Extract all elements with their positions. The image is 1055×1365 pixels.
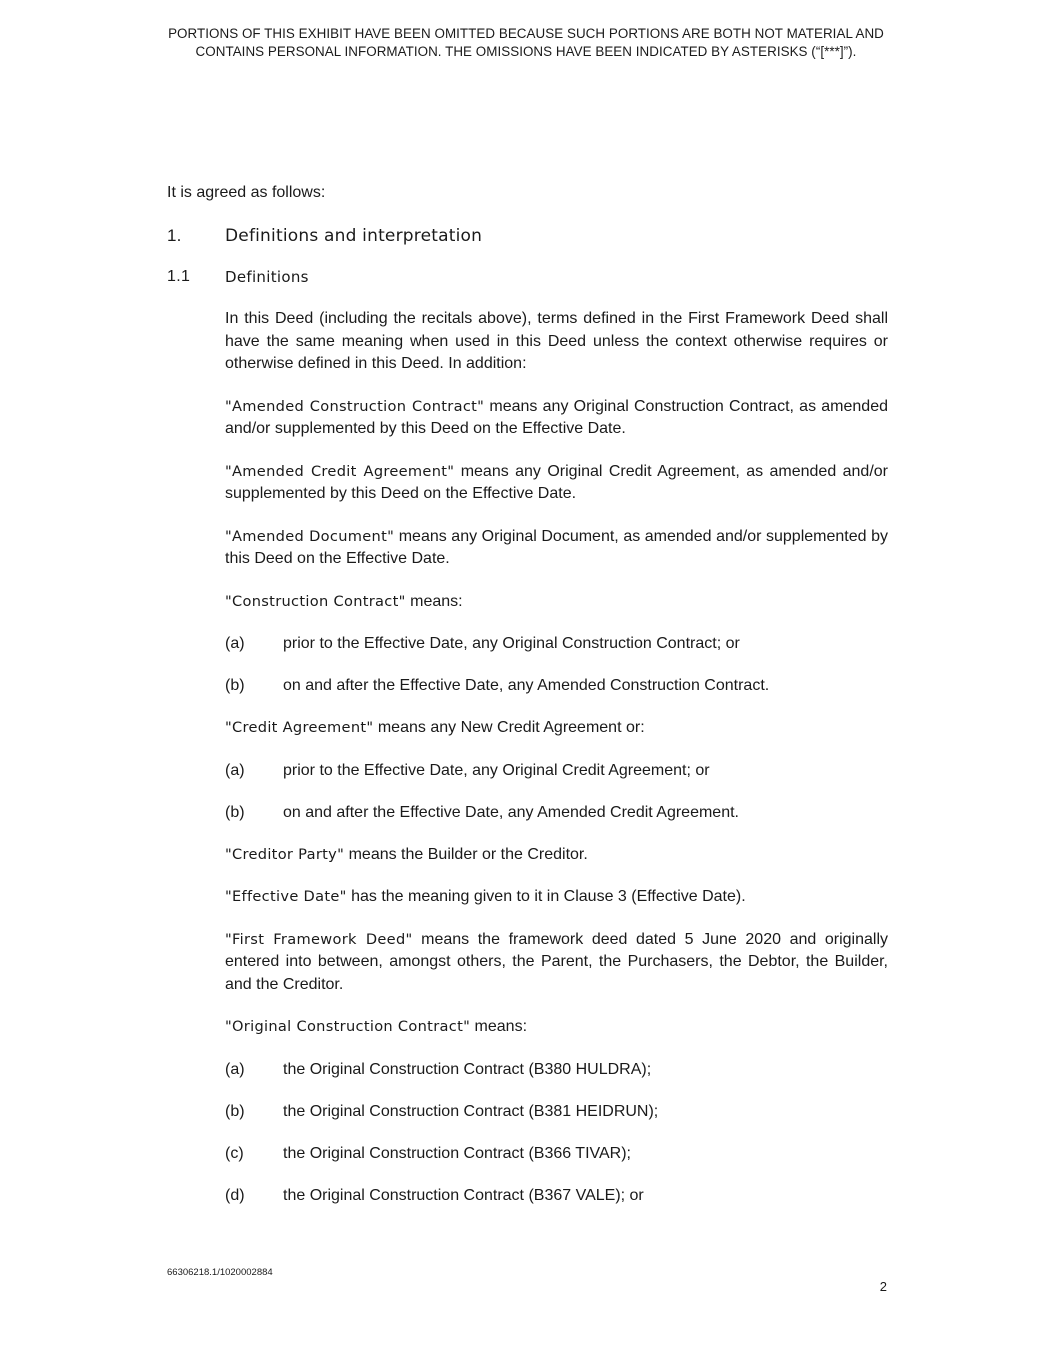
document-body xyxy=(167,182,888,1227)
list-marker: (d) xyxy=(225,1186,245,1204)
document-reference: 66306218.1/1020002884 xyxy=(167,1267,273,1278)
intro-text: It is agreed as follows: xyxy=(167,184,326,201)
list-item-text: on and after the Effective Date, any Amended Construction Contract. xyxy=(283,677,770,694)
list-item xyxy=(225,1185,888,1208)
list-item-text: on and after the Effective Date, any Amended Credit Agreement. xyxy=(283,803,739,821)
definition-text: means: xyxy=(470,1018,528,1035)
defined-term: "First Framework Deed" xyxy=(225,930,413,948)
definition-construction-contract xyxy=(225,591,888,614)
definition-text: means the framework deed dated 5 June 2020 and originally entered into between, amongst others, the Parent, the Purchasers, the Debtor, the Builder, and the Creditor. xyxy=(225,930,888,993)
list-item xyxy=(225,675,888,698)
definition-amended-document xyxy=(225,526,888,571)
definition-text: means any Original Credit Agreement, as amended and/or supplemented by this Deed on the Effective Date. xyxy=(225,462,888,502)
definition-text: means any Original Construction Contract, as amended and/or supplemented by this Deed on the Effective Date. xyxy=(225,397,889,437)
definition-text: means any Original Document, as amended and/or supplemented by this Deed on the Effective Date. xyxy=(225,527,888,567)
definitions-intro: In this Deed (including the recitals above), terms defined in the First Framework Deed shall have the same meaning when used in this Deed unless the context otherwise requires or otherwise defined in this Deed. In addition: xyxy=(225,310,888,372)
defined-term: "Construction Contract" xyxy=(225,592,406,610)
defined-term: "Credit Agreement" xyxy=(225,719,374,736)
definition-creditor-party xyxy=(225,844,888,867)
definition-first-framework-deed xyxy=(225,929,888,997)
list-marker: (b) xyxy=(225,677,245,694)
definition-original-construction-contract xyxy=(225,1016,888,1039)
page-number: 2 xyxy=(879,1279,887,1294)
list-item-text: the Original Construction Contract (B380 HULDRA); xyxy=(283,1060,652,1078)
defined-term: "Amended Credit Agreement" xyxy=(225,462,455,480)
list-item-text: the Original Construction Contract (B367 VALE); or xyxy=(283,1186,644,1204)
list-item xyxy=(225,760,888,783)
defined-term: "Original Construction Contract" xyxy=(225,1018,471,1035)
list-marker: (c) xyxy=(225,1144,244,1162)
defined-term: "Amended Document" xyxy=(225,527,395,545)
clause-1-1-title: Definitions xyxy=(225,268,309,286)
list-item-text: prior to the Effective Date, any Original Credit Agreement; or xyxy=(283,761,710,779)
list-item xyxy=(225,1143,888,1166)
definition-amended-credit-agreement xyxy=(225,461,888,506)
list-item-text: prior to the Effective Date, any Original Construction Contract; or xyxy=(283,635,740,652)
list-marker: (b) xyxy=(225,1102,245,1120)
list-item-text: the Original Construction Contract (B366 TIVAR); xyxy=(283,1144,631,1162)
clause-1-1-number: 1.1 xyxy=(167,268,191,285)
defined-term: "Creditor Party" xyxy=(225,845,345,863)
omission-notice-line-1: PORTIONS OF THIS EXHIBIT HAVE BEEN OMITTED BECAUSE SUCH PORTIONS ARE BOTH NOT MATERIAL AND xyxy=(168,26,884,41)
definition-text: has the meaning given to it in Clause 3 (Effective Date). xyxy=(346,888,746,905)
definitions-block xyxy=(225,308,888,1207)
list-item xyxy=(225,633,888,656)
omission-notice xyxy=(120,25,932,61)
definition-amended-construction-contract xyxy=(225,396,888,441)
list-item-text: the Original Construction Contract (B381 HEIDRUN); xyxy=(283,1102,659,1120)
list-marker: (a) xyxy=(225,761,245,779)
clause-1-title: Definitions and interpretation xyxy=(225,226,483,246)
list-marker: (b) xyxy=(225,803,245,821)
defined-term: "Amended Construction Contract" xyxy=(225,397,485,415)
definition-text: means: xyxy=(405,592,463,610)
defined-term: "Effective Date" xyxy=(225,888,347,905)
definition-text: means the Builder or the Creditor. xyxy=(344,845,588,863)
list-item xyxy=(225,1101,888,1124)
list-marker: (a) xyxy=(225,635,245,652)
clause-1-number: 1. xyxy=(167,226,182,245)
list-marker: (a) xyxy=(225,1060,245,1078)
list-item xyxy=(225,1059,888,1082)
definition-effective-date xyxy=(225,886,888,909)
list-item xyxy=(225,802,888,825)
clause-1-1-heading xyxy=(167,266,888,288)
definition-text: means any New Credit Agreement or: xyxy=(373,719,645,736)
definition-credit-agreement xyxy=(225,717,888,740)
omission-notice-line-2: CONTAINS PERSONAL INFORMATION. THE OMISSIONS HAVE BEEN INDICATED BY ASTERISKS (“[***]”). xyxy=(195,44,857,59)
clause-1-heading xyxy=(167,225,888,247)
